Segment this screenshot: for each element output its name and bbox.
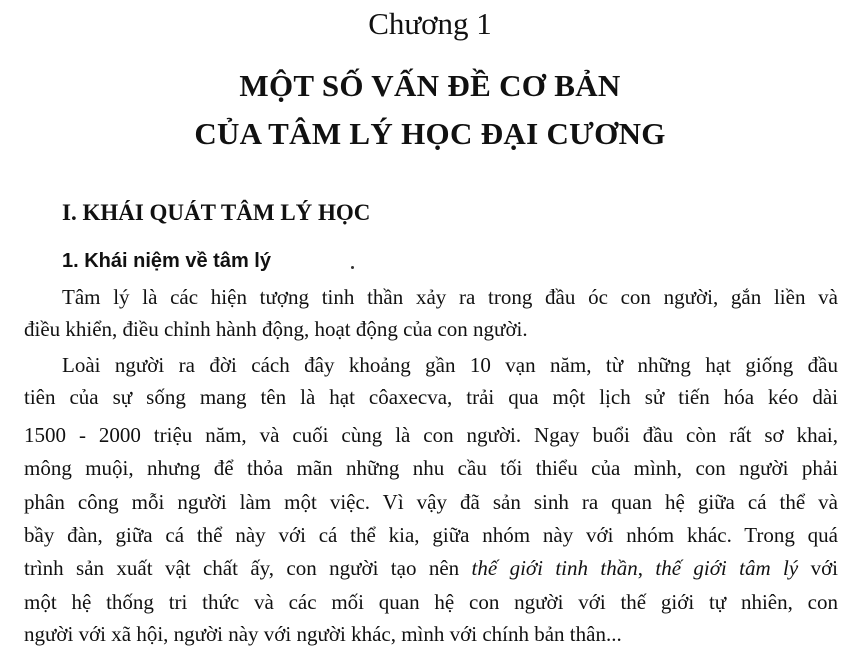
paragraph-2-line-9: người với xã hội, người này với người khác, mình với chính bản thân... xyxy=(24,622,622,646)
italic-term-spiritual-world: thế giới tinh thần xyxy=(471,556,638,580)
paragraph-2-line-3: 1500 - 2000 triệu năm, và cuối cùng là con người. Ngay buổi đầu còn rất sơ khai, xyxy=(24,423,838,447)
paragraph-1-line-2: điều khiển, điều chỉnh hành động, hoạt động của con người. xyxy=(24,317,528,341)
chapter-title-line-1: MỘT SỐ VẤN ĐỀ CƠ BẢN xyxy=(239,68,621,103)
paragraph-2-line-5: phân công mỗi người làm một việc. Vì vậy đã sản sinh ra quan hệ giữa cá thể và xyxy=(24,490,838,514)
subsection-heading: 1. Khái niệm về tâm lý xyxy=(62,250,271,272)
chapter-title-line-2: CỦA TÂM LÝ HỌC ĐẠI CƯƠNG xyxy=(194,116,666,151)
italic-term-psychological-world: thế giới tâm lý xyxy=(655,556,799,580)
paragraph-2-line-7 xyxy=(24,552,838,584)
paragraph-2-line-6: bầy đàn, giữa cá thể này với cá thể kia, giữa nhóm này với nhóm khác. Trong quá xyxy=(24,523,838,547)
paragraph-2-line-1: Loài người ra đời cách đây khoảng gần 10 vạn năm, từ những hạt giống đầu xyxy=(62,353,838,377)
chapter-label: Chương 1 xyxy=(368,6,492,41)
scan-speck xyxy=(351,266,354,269)
paragraph-2-line-4: mông muội, nhưng để thỏa mãn những nhu cầu tối thiểu của mình, con người phải xyxy=(24,456,838,480)
line-7-comma: , xyxy=(637,556,656,580)
line-7-text-before: trình sản xuất vật chất ấy, con người tạo nên xyxy=(24,556,472,580)
section-heading: I. KHÁI QUÁT TÂM LÝ HỌC xyxy=(62,200,371,225)
line-7-text-after: với xyxy=(798,556,838,580)
paragraph-1-line-1: Tâm lý là các hiện tượng tinh thần xảy ra trong đầu óc con người, gắn liền và xyxy=(62,285,838,309)
paragraph-2-line-8: một hệ thống tri thức và các mối quan hệ con người với thế giới tự nhiên, con xyxy=(24,590,838,614)
paragraph-2-line-2: tiên của sự sống mang tên là hạt côaxecva, trải qua một lịch sử tiến hóa kéo dài xyxy=(24,385,838,409)
